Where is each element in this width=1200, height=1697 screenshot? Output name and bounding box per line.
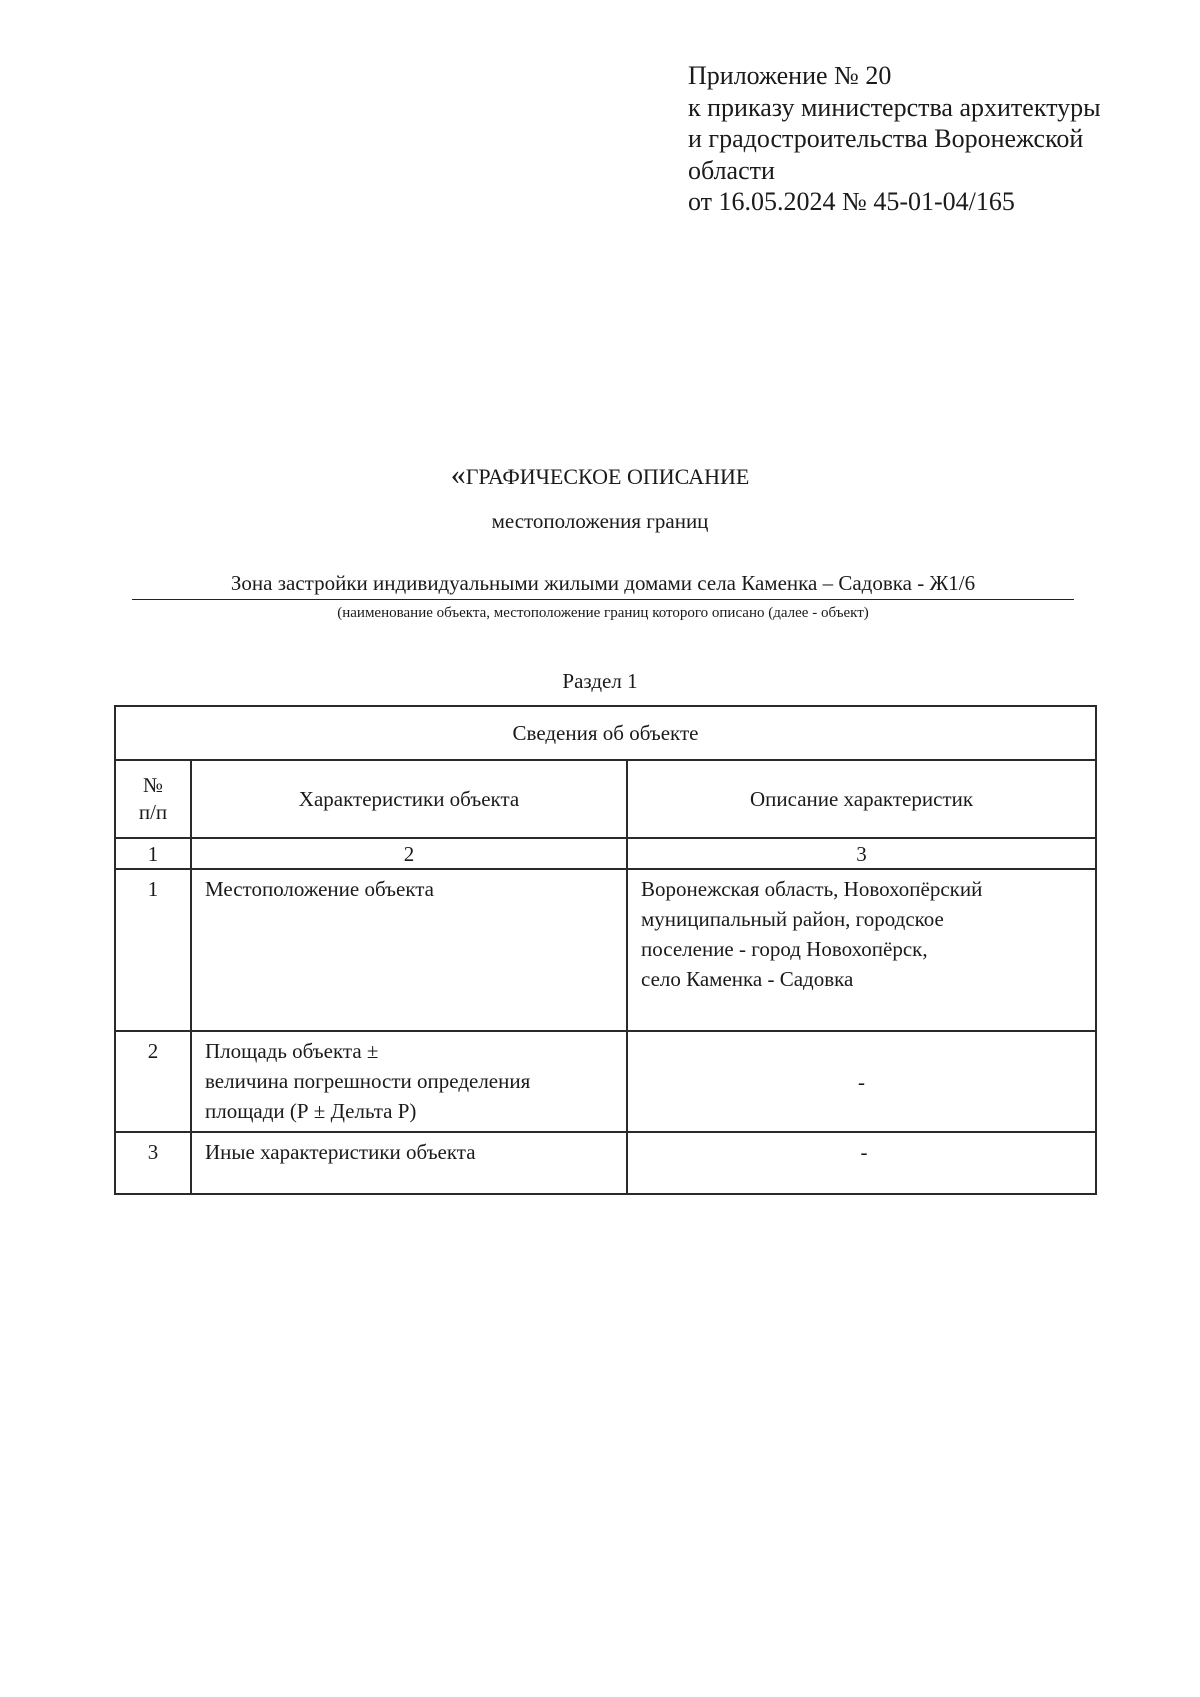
column-index: 3	[627, 838, 1096, 869]
appendix-line: к приказу министерства архитектуры	[688, 92, 1101, 122]
object-name-caption: (наименование объекта, местоположение границ которого описано (далее - объект)	[337, 605, 869, 621]
document-subtitle: местоположения границ	[491, 509, 709, 533]
row-number: 1	[115, 869, 191, 1031]
description-line: -	[858, 1069, 865, 1094]
table-row	[115, 1132, 1096, 1194]
opening-quote-mark: «	[450, 458, 466, 491]
characteristic-line: величина погрешности определения	[205, 1069, 531, 1093]
characteristic-line: площади (Р ± Дельта Р)	[205, 1099, 417, 1123]
section-title: Раздел 1	[562, 669, 638, 693]
description-line: -	[860, 1140, 868, 1164]
object-name: Зона застройки индивидуальными жилыми домами села Каменка – Садовка - Ж1/6	[230, 571, 976, 595]
column-index: 1	[115, 838, 191, 869]
row-characteristic	[191, 1031, 627, 1132]
description-line: село Каменка - Садовка	[641, 967, 854, 991]
row-characteristic	[191, 1132, 627, 1194]
characteristic-line: Иные характеристики объекта	[205, 1140, 476, 1164]
row-characteristic	[191, 869, 627, 1031]
header-number	[115, 760, 191, 838]
column-index: 2	[191, 838, 627, 869]
row-number: 2	[115, 1031, 191, 1132]
row-description	[627, 1132, 1096, 1194]
table-caption: Сведения об объекте	[115, 706, 1096, 760]
object-info-table	[114, 705, 1097, 1195]
appendix-line: области	[688, 155, 775, 185]
table-caption-row	[115, 706, 1096, 760]
characteristic-line: Площадь объекта ±	[205, 1039, 379, 1063]
header-characteristics: Характеристики объекта	[191, 760, 627, 838]
appendix-block	[688, 60, 1188, 218]
appendix-line: и градостроительства Воронежской	[688, 124, 1084, 153]
description-line: муниципальный район, городское	[641, 907, 944, 931]
object-name-underline	[132, 599, 1074, 600]
description-line: поселение - город Новохопёрск,	[641, 937, 928, 961]
column-index-row	[115, 838, 1096, 869]
characteristic-line: Местоположение объекта	[205, 877, 435, 901]
table-header-row	[115, 760, 1096, 838]
appendix-line: Приложение № 20	[688, 61, 892, 90]
row-number: 3	[115, 1132, 191, 1194]
table-row	[115, 869, 1096, 1031]
table-row	[115, 1031, 1096, 1132]
document-title	[0, 460, 1200, 492]
row-description	[627, 1031, 1096, 1132]
appendix-line: от 16.05.2024 № 45-01-04/165	[688, 187, 1015, 216]
header-description: Описание характеристик	[627, 760, 1096, 838]
header-number-line: п/п	[138, 800, 168, 824]
header-number-line: №	[142, 773, 164, 797]
row-description	[627, 869, 1096, 1031]
document-title-text: ГРАФИЧЕСКОЕ ОПИСАНИЕ	[465, 464, 750, 489]
description-line: Воронежская область, Новохопёрский	[641, 877, 983, 901]
